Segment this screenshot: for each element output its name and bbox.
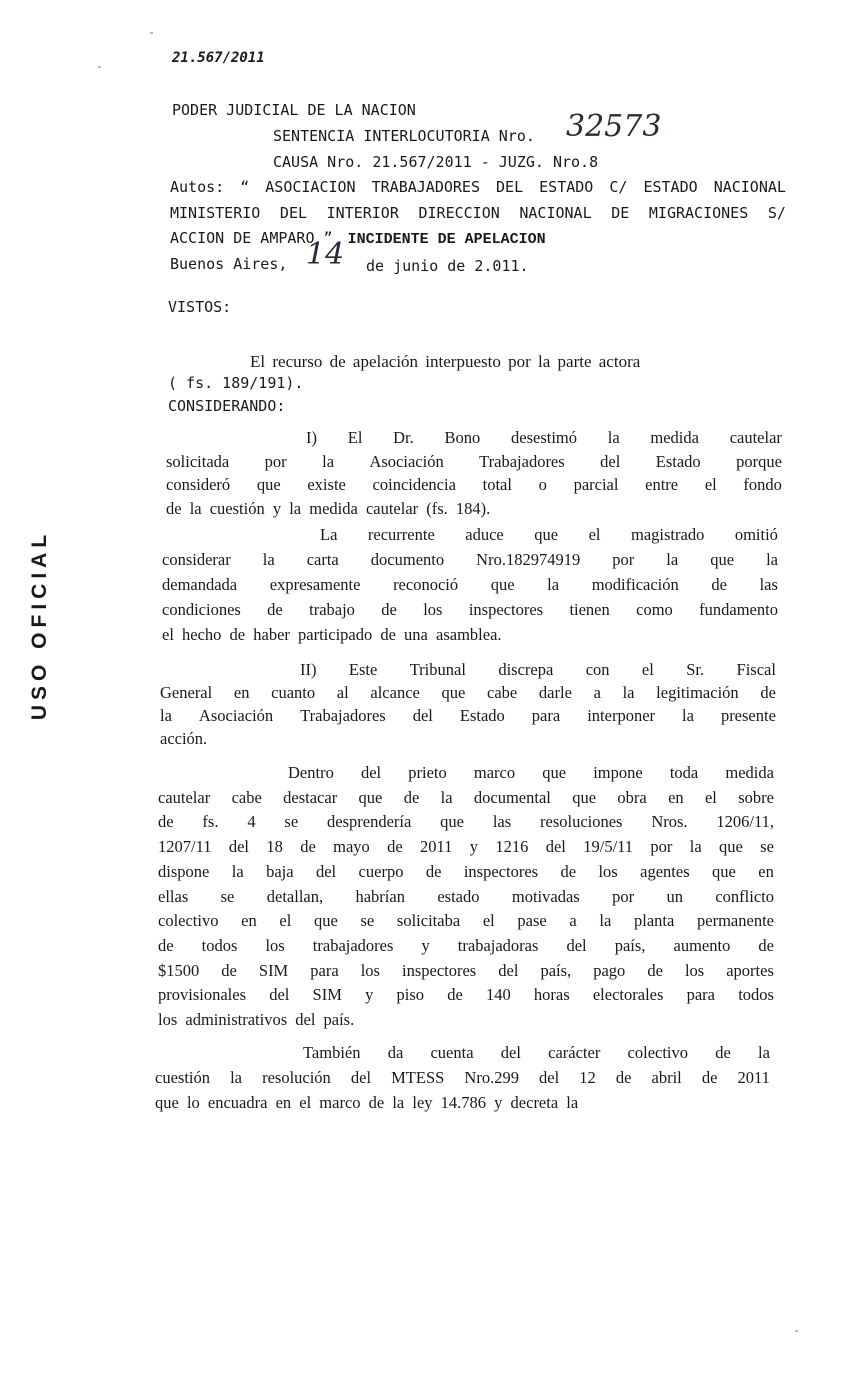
word: resolución — [262, 1068, 331, 1087]
word: país, — [540, 960, 572, 980]
word: Dentro — [288, 763, 334, 782]
word: mayo — [333, 837, 370, 857]
word: cabe — [231, 787, 262, 807]
vistos-heading: VISTOS: — [168, 298, 232, 316]
paragraph-line — [158, 837, 774, 857]
paragraph-line — [158, 862, 774, 882]
word: todos — [738, 985, 774, 1005]
word: trabajo — [309, 600, 355, 619]
word: por — [612, 550, 635, 569]
word: del — [228, 837, 249, 857]
word: modificación — [591, 575, 679, 594]
word: MINISTERIO — [170, 204, 261, 222]
word: horas — [533, 985, 570, 1005]
paragraph-line: que lo encuadra en el marco de la ley 14.786 y decreta la — [155, 1093, 579, 1112]
word: resoluciones — [540, 812, 623, 832]
word: por — [650, 837, 673, 857]
word: de — [447, 985, 463, 1005]
word: inspectores — [468, 600, 544, 619]
word: sobre — [738, 787, 774, 807]
word: del — [412, 706, 433, 725]
word: demandada — [162, 575, 238, 594]
paragraph-line — [306, 428, 782, 448]
word: MTESS — [391, 1068, 445, 1087]
word: Estado — [459, 706, 505, 725]
word: ellas — [158, 886, 189, 906]
scan-speck — [150, 32, 153, 34]
word: la — [230, 1068, 242, 1087]
word: DIRECCION — [418, 204, 500, 222]
word: ASOCIACION — [265, 178, 356, 196]
word: de — [403, 787, 420, 807]
file-number: 21.567/2011 — [172, 50, 265, 66]
paragraph-line — [300, 660, 776, 680]
word: cautelar — [729, 428, 782, 447]
word: habrían — [355, 886, 405, 906]
word: que — [572, 787, 597, 807]
word: $1500 — [158, 960, 200, 980]
word: interponer — [587, 706, 656, 725]
word: Asociación — [369, 451, 444, 471]
court-name: PODER JUDICIAL DE LA NACION — [172, 101, 416, 119]
word: Asociación — [198, 706, 274, 725]
word: Nros. — [651, 812, 688, 832]
word: de — [425, 861, 442, 881]
word: del — [500, 1043, 521, 1062]
autos-line-1 — [170, 177, 786, 197]
word: porque — [736, 451, 782, 471]
word: el — [482, 911, 495, 931]
word: los — [598, 861, 618, 881]
word: toda — [669, 763, 699, 782]
word: de — [381, 600, 397, 619]
word: la — [440, 787, 453, 807]
word: del — [539, 1068, 560, 1087]
word: los — [265, 935, 285, 955]
word: dispone — [158, 861, 210, 881]
word: TRABAJADORES — [371, 178, 480, 196]
word: las — [759, 575, 778, 594]
vistos-text: El recurso de apelación interpuesto por la parte actora — [250, 352, 641, 371]
word: de — [300, 837, 316, 857]
word: tienen — [569, 600, 610, 619]
word: expresamente — [269, 575, 361, 594]
word: en — [758, 861, 774, 881]
word: que — [440, 812, 464, 832]
word: de — [560, 861, 577, 881]
scan-speck — [795, 1330, 798, 1332]
word: La — [320, 525, 338, 544]
word: todos — [201, 935, 238, 955]
word: 19/5/11 — [583, 837, 634, 857]
word: darle — [538, 683, 572, 702]
word: la — [622, 683, 635, 702]
word: MIGRACIONES — [648, 204, 749, 222]
word: INTERIOR — [326, 204, 399, 222]
word: DE — [611, 204, 630, 222]
date-suffix: de junio de 2.011. — [366, 257, 529, 275]
paragraph-line — [160, 706, 776, 726]
word: 2011 — [420, 837, 453, 857]
word: 1206/11, — [716, 812, 774, 832]
case-line: CAUSA Nro. 21.567/2011 - JUZG. Nro.8 — [273, 153, 599, 171]
word: NACIONAL — [519, 204, 592, 222]
word: la — [758, 1043, 770, 1062]
word: reconoció — [393, 575, 459, 594]
word: inspectores — [463, 861, 539, 881]
paragraph-line — [158, 936, 774, 956]
word: colectivo — [158, 911, 219, 931]
word: con — [585, 660, 610, 679]
word: conflicto — [715, 886, 774, 906]
word: cuanto — [271, 683, 316, 702]
word: agentes — [640, 861, 690, 881]
word: los — [423, 600, 443, 619]
word: documental — [473, 787, 551, 807]
word: la — [322, 451, 335, 471]
word: el — [279, 911, 292, 931]
word: en — [233, 683, 250, 702]
autos-text: ACCION DE AMPARO ” — [170, 229, 333, 247]
paragraph-line — [158, 788, 774, 808]
word: que — [490, 575, 515, 594]
word: los — [360, 960, 380, 980]
word: Sr. — [686, 660, 705, 679]
paragraph-line: el hecho de haber participado de una asamblea. — [162, 625, 502, 644]
word: de — [715, 1043, 731, 1062]
word: Tribunal — [409, 660, 466, 679]
word: También — [303, 1043, 361, 1062]
vistos-text: ( fs. 189/191). — [168, 374, 304, 392]
paragraph-line — [303, 1043, 770, 1063]
word: presente — [720, 706, 776, 725]
word: discrepa — [498, 660, 554, 679]
word: ESTADO — [539, 178, 594, 196]
date-prefix: Buenos Aires, — [170, 255, 288, 273]
word: Bono — [444, 428, 481, 447]
word: permanente — [697, 911, 774, 931]
word: General — [160, 683, 213, 702]
autos-line-2 — [170, 203, 786, 223]
word: para — [531, 706, 561, 725]
word: cuestión — [155, 1068, 210, 1087]
word: solicitada — [166, 451, 230, 471]
word: se — [220, 886, 235, 906]
word: I) — [306, 428, 317, 447]
word: país, — [614, 935, 646, 955]
word: obra — [617, 787, 647, 807]
word: del — [600, 451, 621, 471]
word: Estado — [655, 451, 701, 471]
word: baja — [266, 861, 294, 881]
word: se — [284, 812, 299, 832]
paragraph-line — [320, 525, 778, 545]
word: de — [760, 683, 776, 702]
word: desestimó — [511, 428, 577, 447]
word: magistrado — [631, 525, 705, 544]
word: la — [262, 550, 275, 569]
word: 2011 — [737, 1068, 770, 1087]
word: aportes — [726, 960, 774, 980]
word: electorales — [592, 985, 664, 1005]
word: motivadas — [511, 886, 580, 906]
paragraph-line: los administrativos del país. — [158, 1010, 355, 1029]
word: de — [647, 960, 663, 980]
word: la — [766, 550, 778, 569]
word: la — [666, 550, 679, 569]
word: 140 — [485, 985, 511, 1005]
word: SIM — [258, 960, 289, 980]
word: fondo — [743, 475, 782, 494]
word: que — [712, 861, 736, 881]
paragraph-line: de la cuestión y la medida cautelar (fs. 184). — [166, 498, 491, 518]
word: medida — [725, 763, 774, 782]
word: del — [350, 1068, 372, 1087]
word: que — [710, 550, 735, 569]
word: documento — [370, 550, 445, 569]
word: se — [760, 837, 774, 857]
word: como — [636, 600, 673, 619]
word: prieto — [408, 763, 447, 782]
word: que — [358, 787, 383, 807]
word: de — [267, 600, 283, 619]
word: recurrente — [367, 525, 435, 544]
word: 4 — [247, 812, 256, 832]
word: planta — [634, 911, 675, 931]
word: existe — [307, 475, 346, 494]
word: del — [498, 960, 519, 980]
word: piso — [396, 985, 425, 1005]
word: y — [365, 985, 374, 1005]
word: Dr. — [393, 428, 414, 447]
paragraph-line — [158, 911, 774, 931]
word: el — [588, 525, 601, 544]
word: SIM — [312, 985, 342, 1005]
word: que — [256, 475, 281, 494]
word: las — [492, 812, 512, 832]
word: de — [758, 935, 774, 955]
word: marco — [473, 763, 516, 782]
word: medida — [650, 428, 699, 447]
word: 1207/11 — [158, 837, 212, 857]
word: 1216 — [495, 837, 529, 857]
word: carta — [306, 550, 339, 569]
word: abril — [651, 1068, 682, 1087]
word: carácter — [548, 1043, 601, 1062]
word: pago — [593, 960, 626, 980]
word: ESTADO — [643, 178, 698, 196]
word: entre — [645, 475, 679, 494]
word: total — [482, 475, 512, 494]
word: la — [682, 706, 694, 725]
word: de — [701, 1068, 718, 1087]
sentence-number-handwritten: 32573 — [566, 109, 662, 144]
word: de — [615, 1068, 632, 1087]
word: DEL — [496, 178, 524, 196]
word: para — [686, 985, 715, 1005]
word: El — [347, 428, 363, 447]
paragraph-line — [288, 763, 774, 783]
paragraph-line — [162, 575, 778, 595]
word: C/ — [609, 178, 628, 196]
word: un — [666, 886, 683, 906]
word: detallan, — [266, 886, 324, 906]
word: del — [315, 861, 337, 881]
word: 18 — [266, 837, 283, 857]
word: cabe — [487, 683, 518, 702]
word: que — [534, 525, 559, 544]
word: cuenta — [430, 1043, 474, 1062]
word: NACIONAL — [713, 178, 786, 196]
word: alcance — [370, 683, 420, 702]
word: parcial — [573, 475, 619, 494]
word: cautelar — [158, 787, 211, 807]
word: en — [668, 787, 684, 807]
word: que — [719, 837, 743, 857]
word: la — [231, 861, 244, 881]
word: desprendería — [327, 812, 412, 832]
word: “ — [240, 178, 250, 196]
word: de — [158, 812, 174, 832]
word: al — [336, 683, 349, 702]
word: trabajadoras — [457, 935, 539, 955]
paragraph-line — [158, 812, 774, 832]
word: II) — [300, 660, 317, 679]
word: DEL — [279, 204, 308, 222]
word: el — [641, 660, 654, 679]
word: que — [441, 683, 466, 702]
word: impone — [593, 763, 643, 782]
word: a — [593, 683, 601, 702]
word: fs. — [202, 812, 219, 832]
word: del — [269, 985, 290, 1005]
word: coincidencia — [372, 475, 456, 494]
word: Trabajadores — [479, 451, 565, 471]
word: el — [704, 475, 717, 494]
word: del — [566, 935, 587, 955]
word: aduce — [465, 525, 504, 544]
uso-oficial-stamp: USO OFICIAL — [28, 529, 51, 721]
paragraph-line — [158, 961, 774, 981]
paragraph-line — [162, 550, 778, 570]
word: Autos: — [170, 178, 225, 196]
word: cuerpo — [358, 861, 404, 881]
word: la — [547, 575, 560, 594]
word: la — [160, 706, 172, 725]
word: a — [569, 911, 577, 931]
paragraph-line — [166, 475, 782, 495]
word: legitimación — [656, 683, 739, 702]
sentence-label: SENTENCIA INTERLOCUTORIA Nro. — [273, 127, 535, 145]
word: solicitaba — [396, 911, 461, 931]
word: de — [158, 935, 174, 955]
word: provisionales — [158, 985, 246, 1005]
paragraph-line — [166, 452, 782, 472]
word: 12 — [579, 1068, 596, 1087]
word: colectivo — [627, 1043, 689, 1062]
word: Fiscal — [736, 660, 776, 679]
paragraph-line — [158, 887, 774, 907]
word: o — [538, 475, 547, 494]
word: considerar — [162, 550, 231, 569]
word: por — [264, 451, 287, 471]
word: en — [241, 911, 257, 931]
autos-line-3 — [170, 228, 546, 250]
word: aumento — [673, 935, 731, 955]
word: destacar — [283, 787, 338, 807]
word: Trabajadores — [300, 706, 386, 725]
considerando-heading: CONSIDERANDO: — [168, 397, 286, 415]
word: trabajadores — [312, 935, 394, 955]
word: que — [314, 911, 338, 931]
word: y — [469, 837, 479, 857]
word: Nro.182974919 — [476, 550, 581, 569]
word: del — [360, 763, 382, 782]
scan-speck — [98, 66, 101, 68]
paragraph-line — [155, 1068, 770, 1088]
word: los — [684, 960, 705, 980]
word: de — [221, 960, 237, 980]
paragraph-line: acción. — [160, 729, 208, 748]
word: se — [360, 911, 375, 931]
word: de — [387, 837, 403, 857]
word: la — [689, 837, 702, 857]
word: S/ — [767, 204, 786, 222]
word: y — [421, 935, 430, 955]
word: la — [599, 911, 612, 931]
word: condiciones — [162, 600, 241, 619]
word: que — [542, 763, 567, 782]
incident-label: INCIDENTE DE APELACION — [347, 231, 546, 248]
word: para — [310, 960, 339, 980]
paragraph-line — [162, 600, 778, 620]
word: fundamento — [699, 600, 778, 619]
word: consideró — [166, 475, 231, 494]
word: por — [612, 886, 635, 906]
word: de — [711, 575, 727, 594]
word: estado — [437, 886, 480, 906]
word: la — [607, 428, 620, 447]
word: inspectores — [402, 960, 477, 980]
word: omitió — [734, 525, 778, 544]
paragraph-line — [158, 985, 774, 1005]
word: Nro.299 — [464, 1068, 519, 1087]
word: pase — [517, 911, 547, 931]
paragraph-line — [160, 683, 776, 703]
date-day-handwritten: 14 — [306, 237, 345, 272]
word: del — [545, 837, 566, 857]
word: Este — [348, 660, 378, 679]
word: da — [387, 1043, 404, 1062]
word: el — [704, 787, 717, 807]
